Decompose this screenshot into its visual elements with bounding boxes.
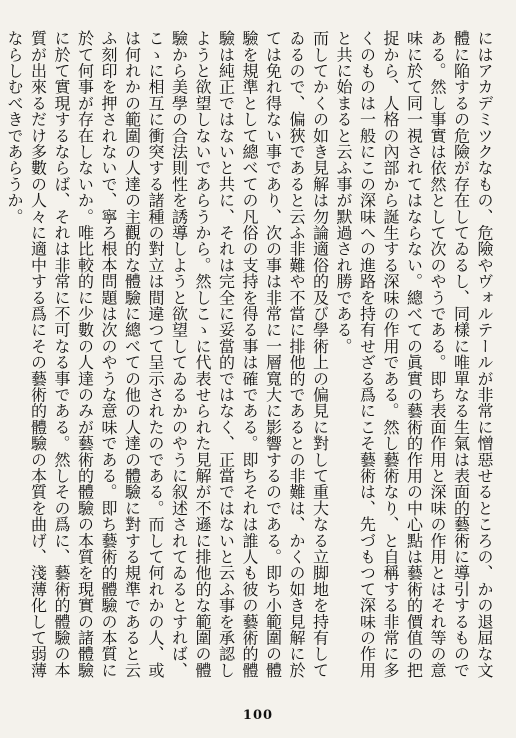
page-number: 100	[242, 708, 274, 723]
body-text: にはアカデミツクなもの、危險やヴォルテールが非常に憎惡せるところの、かの退屈な文體に陥するの危險が存在してゐるし、同樣に唯單なる生氣は表面的藝術に導引するものである。然し事實は依然として次のやうである。即ち表面作用と深味の作用とはそれ等の意味に於て同一視されてはならない。總べての眞實の藝術的作用の中心點は藝術的價值の把捉から、人格の內部から誕生する深味の作用である。然し藝術なり、と自稱する非常に多くのものは一般にこの深味への進路を持有せざる爲にこそ藝術は、先づもつて深味の作用と共に始まると云ふ事が默過され勝である。 而してかくの如き見解は勿論適俗的及び學術上の偏見に對して重大なる立脚地を持有してゐるので、偏狹であると云ふ非難や不當に排他的であるとの非難は、かくの如き見解に於ては免れ得ない事であり、次の事は非常に一層寬大に影響するのである。即ち小範圍の體驗を規準として總べての凡俗の支持を得る事は確である。即ちそれは誰人も彼の藝術的體驗は純正ではないと共に、それは完全に妥當的ではなく、正當ではないと云ふ事を承認しようと欲望しないであらうから。然しこゝに代表せられた見解が不遜に排他的な範圍の體驗から美學の合法則性を誘導しようと欲望してゐるかのやうに叙述されてゐるとすれば、こゝに相互に衝突する諸種の對立は間違つて呈示されたのである。而して何れかの人、或は何れかの範圍の人達の主觀的な體驗に總べての他の人達の體驗に對する規準であると云ふ刻印を押されないで、寧ろ根本問題は次のやうな意味である。即ち藝術的體驗の本質に於て何事が存在しないか。唯比較的に少數の人達のみが藝術的體驗の本質を現實の諸體驗に於て實現するならば、それは非常に不可なる事である。然しその爲に、藝術的體驗の本質が出來るだけ多數の人々に適中する爲にその藝術的體驗の本質を曲げ、淺薄化して弱薄ならしむべきであらうか。	[5, 30, 494, 678]
